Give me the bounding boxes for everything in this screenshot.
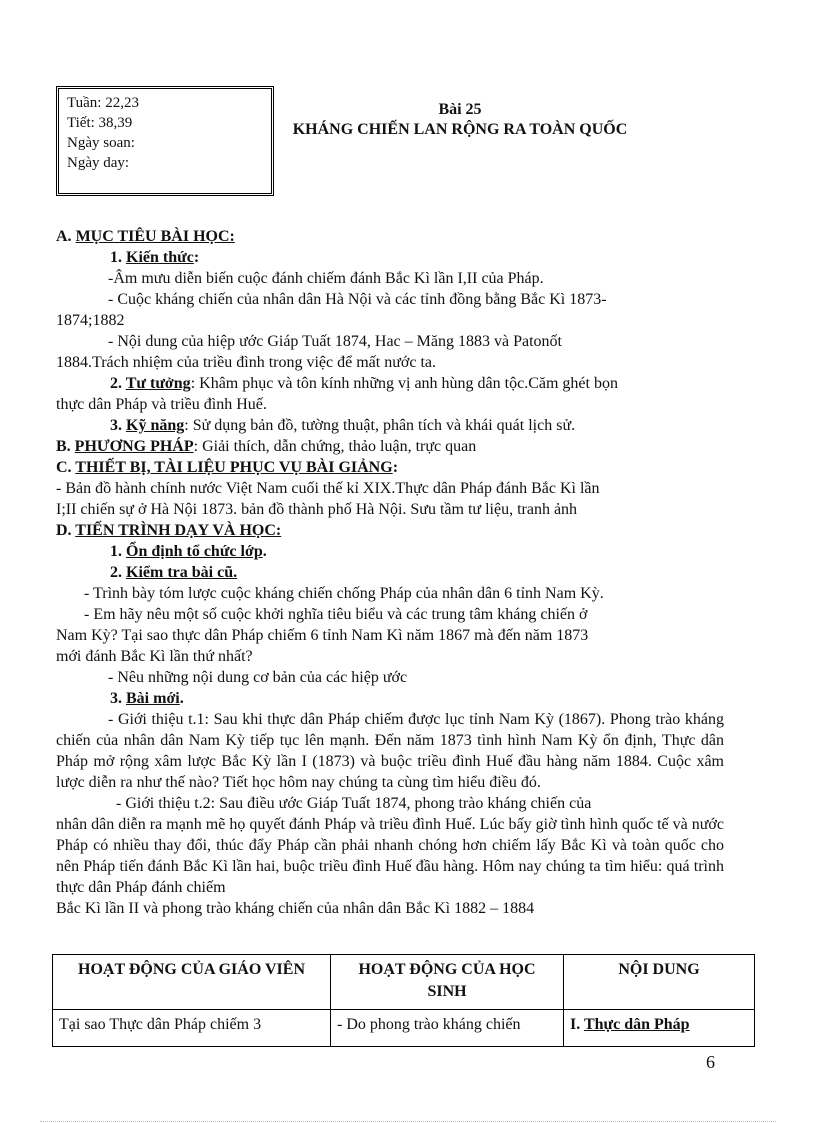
cell-student-activity: - Do phong trào kháng chiến bbox=[331, 1010, 564, 1047]
lesson-name: KHÁNG CHIẾN LAN RỘNG RA TOÀN QUỐC bbox=[292, 121, 628, 138]
attitude-line bbox=[56, 373, 724, 394]
cell-content-title: Thực dân Pháp bbox=[583, 1016, 690, 1033]
intro-paragraph-2: - Giới thiệu t.2: Sau điều ước Giáp Tuất 1874, phong trào kháng chiến của bbox=[116, 795, 592, 812]
prep-date-label: Ngày soan: bbox=[67, 135, 135, 151]
section-a-prefix: A. bbox=[56, 228, 76, 245]
section-d-heading bbox=[56, 520, 724, 541]
review-question-3: - Nêu những nội dung cơ bản của các hiệp ước bbox=[108, 669, 408, 686]
lesson-title bbox=[290, 100, 630, 140]
review-question-2: - Em hãy nêu một số cuộc khởi nghĩa tiêu biểu và các trung tâm kháng chiến ở bbox=[84, 606, 588, 623]
equipment-text-cont: I;II chiến sự ở Hà Nội 1873. bản đồ thành phố Hà Nội. Sưu tầm tư liệu, tranh ảnh bbox=[56, 501, 578, 518]
skills-title: Kỹ năng bbox=[126, 417, 185, 434]
header-content: NỘI DUNG bbox=[564, 955, 755, 1010]
section-d-title: TIẾN TRÌNH DẠY VÀ HỌC: bbox=[75, 522, 282, 539]
class-organization-title: Ổn định tổ chức lớp bbox=[126, 543, 263, 560]
section-d-prefix: D. bbox=[56, 522, 76, 539]
page-number: 6 bbox=[706, 1052, 715, 1072]
section-a-title: MỤC TIÊU BÀI HỌC: bbox=[75, 228, 235, 245]
method-text: : Giải thích, dẫn chứng, thảo luận, trực quan bbox=[193, 438, 477, 455]
table-header-row bbox=[53, 955, 755, 1010]
header-teacher-activity: HOẠT ĐỘNG CỦA GIÁO VIÊN bbox=[53, 955, 331, 1010]
attitude-prefix: 2. bbox=[110, 375, 126, 392]
cell-content bbox=[564, 1010, 755, 1047]
attitude-text: : Khâm phục và tôn kính những vị anh hùng dân tộc.Căm ghét bọn bbox=[190, 375, 618, 392]
knowledge-prefix: 1. bbox=[110, 249, 126, 266]
section-a-heading bbox=[56, 226, 724, 247]
knowledge-colon: : bbox=[193, 249, 200, 266]
intro-paragraph-2-cont: nhân dân diễn ra mạnh mẽ họ quyết đánh Pháp và triều đình Huế. Lúc bấy giờ tình hình quốc tế và nước Pháp có nhiều thay đổi, thúc đẩy Pháp cần phải nhanh chóng hơn chiếm lấy Bắc Kì và toàn quốc cho nên Pháp tiến đánh Bắc Kì lần hai, buộc triều đình Huế đầu hàng. Hôm nay chúng ta tìm hiểu: quá trình thực dân Pháp đánh chiếm bbox=[56, 816, 724, 896]
cell-content-prefix: I. bbox=[570, 1016, 584, 1033]
intro-paragraph-2-end: Bắc Kì lần II và phong trào kháng chiến của nhân dân Bắc Kì 1882 – 1884 bbox=[56, 900, 535, 917]
knowledge-title: Kiến thức bbox=[126, 249, 194, 266]
knowledge-item-3: - Nội dung của hiệp ước Giáp Tuất 1874, Hac – Măng 1883 và Patonốt bbox=[108, 333, 562, 350]
activities-table bbox=[52, 954, 755, 1047]
skills-line bbox=[56, 415, 724, 436]
header-student-activity: HOẠT ĐỘNG CỦA HỌC SINH bbox=[331, 955, 564, 1010]
class-organization-prefix: 1. bbox=[110, 543, 126, 560]
knowledge-heading bbox=[56, 247, 724, 268]
review-heading bbox=[56, 562, 724, 583]
class-organization-dot: . bbox=[262, 543, 267, 560]
lesson-number: Bài 25 bbox=[438, 101, 482, 118]
knowledge-item-2: - Cuộc kháng chiến của nhân dân Hà Nội và các tỉnh đồng bằng Bắc Kì 1873- bbox=[108, 291, 607, 308]
document-body bbox=[56, 226, 724, 919]
equipment-text: - Bản đồ hành chính nước Việt Nam cuối thế kỉ XIX.Thực dân Pháp đánh Bắc Kì lần bbox=[56, 480, 600, 497]
review-title: Kiểm tra bài cũ. bbox=[126, 564, 238, 581]
class-organization-heading bbox=[56, 541, 724, 562]
new-lesson-title: Bài mới bbox=[126, 690, 180, 707]
method-prefix: B. bbox=[56, 438, 75, 455]
cell-teacher-activity: Tại sao Thực dân Pháp chiếm 3 bbox=[53, 1010, 331, 1047]
review-question-1: - Trình bày tóm lược cuộc kháng chiến chống Pháp của nhân dân 6 tỉnh Nam Kỳ. bbox=[84, 585, 604, 602]
method-title: PHƯƠNG PHÁP bbox=[74, 438, 194, 455]
teach-date-label: Ngày day: bbox=[67, 155, 130, 171]
lesson-info-box bbox=[56, 86, 274, 196]
section-c-heading bbox=[56, 457, 724, 478]
review-prefix: 2. bbox=[110, 564, 126, 581]
review-question-2-cont2: mới đánh Bắc Kì lần thứ nhất? bbox=[56, 648, 253, 665]
period-label: Tiết: 38,39 bbox=[67, 115, 133, 131]
page-bottom-divider bbox=[40, 1121, 776, 1122]
attitude-title: Tư tưởng bbox=[125, 375, 191, 392]
intro-paragraph-1: - Giới thiệu t.1: Sau khi thực dân Pháp chiếm được lục tỉnh Nam Kỳ (1867). Phong trào kháng chiến của nhân dân Nam Kỳ tiếp tục lên mạnh. Đến năm 1873 tình hình Nam Kỳ ổn định, Thực dân Pháp mở rộng xâm lược Bắc Kỳ lần I (1873) và buộc triều đình Huế đầu hàng năm 1884. Cuộc xâm lược diễn ra như thế nào? Tiết học hôm nay chúng ta cùng tìm hiểu điều đó. bbox=[56, 711, 724, 791]
review-question-2-cont: Nam Kỳ? Tại sao thực dân Pháp chiếm 6 tỉnh Nam Kì năm 1867 mà đến năm 1873 bbox=[56, 627, 589, 644]
section-c-prefix: C. bbox=[56, 459, 76, 476]
method-line bbox=[56, 436, 724, 457]
new-lesson-prefix: 3. bbox=[110, 690, 126, 707]
section-c-title: THIẾT BỊ, TÀI LIỆU PHỤC VỤ BÀI GIẢNG bbox=[75, 459, 393, 476]
knowledge-item-2-cont: 1874;1882 bbox=[56, 312, 125, 329]
skills-text: : Sử dụng bản đồ, tường thuật, phân tích và khái quát lịch sử. bbox=[184, 417, 576, 434]
section-c-colon: : bbox=[392, 459, 399, 476]
attitude-line-cont: thực dân Pháp và triều đình Huế. bbox=[56, 396, 267, 413]
week-label: Tuần: 22,23 bbox=[67, 95, 139, 111]
knowledge-item-1: -Âm mưu diễn biến cuộc đánh chiếm đánh Bắc Kì lần I,II của Pháp. bbox=[108, 270, 544, 287]
knowledge-item-3-cont: 1884.Trách nhiệm của triều đình trong việc để mất nước ta. bbox=[56, 354, 436, 371]
skills-prefix: 3. bbox=[110, 417, 126, 434]
new-lesson-heading bbox=[56, 688, 724, 709]
table-row bbox=[53, 1010, 755, 1047]
new-lesson-dot: . bbox=[179, 690, 184, 707]
